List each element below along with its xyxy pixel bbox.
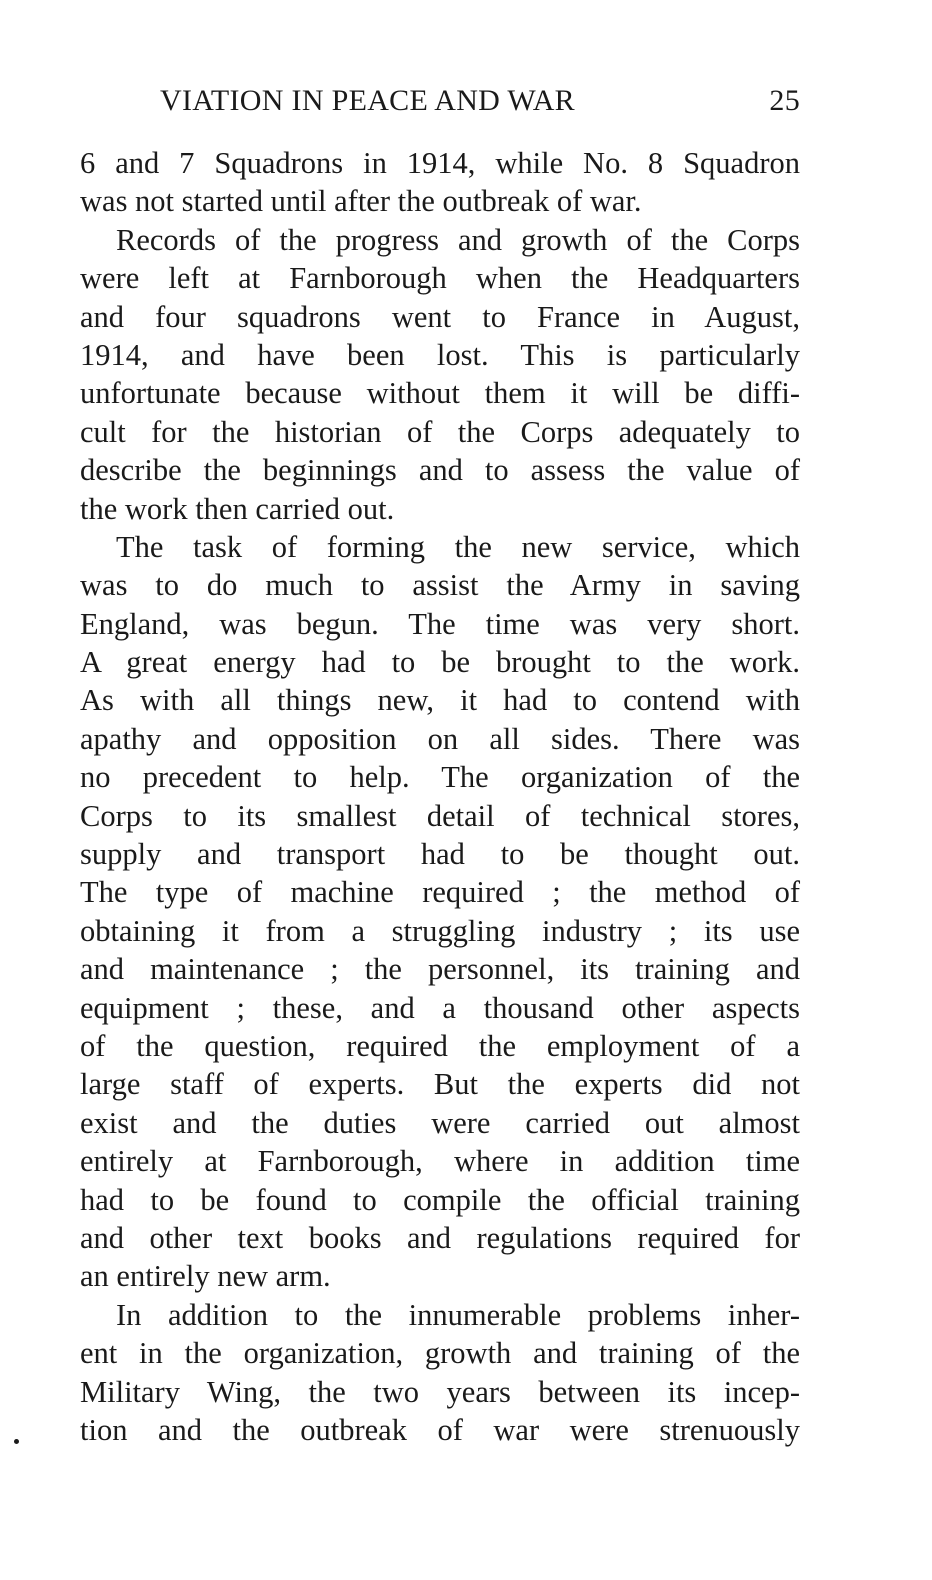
text-line: was not started until after the outbreak of war. bbox=[80, 184, 642, 219]
text-line: entirely at Farnborough, where in addition time bbox=[80, 1144, 800, 1179]
text-line: England, was begun. The time was very short. bbox=[80, 606, 800, 641]
text-line: Military Wing, the two years between its incep- bbox=[80, 1374, 800, 1409]
text-line: 1914, and have been lost. This is particularly bbox=[80, 337, 800, 372]
text-line: supply and transport had to be thought out. bbox=[80, 837, 800, 872]
text-line: an entirely new arm. bbox=[80, 1259, 331, 1294]
page-number: 25 bbox=[769, 84, 800, 117]
text-line: and other text books and regulations required for bbox=[80, 1220, 800, 1255]
running-head-title: VIATION IN PEACE AND WAR bbox=[160, 84, 575, 117]
text-line: large staff of experts. But the experts did not bbox=[80, 1067, 800, 1102]
text-line: obtaining it from a struggling industry ; its use bbox=[80, 913, 800, 948]
text-line: As with all things new, it had to contend with bbox=[80, 683, 800, 718]
body-text bbox=[80, 144, 800, 1449]
text-line: A great energy had to be brought to the work. bbox=[80, 645, 800, 680]
text-line: and maintenance ; the personnel, its training and bbox=[80, 952, 800, 987]
text-line: unfortunate because without them it will be diffi- bbox=[80, 376, 800, 411]
text-line: equipment ; these, and a thousand other aspects bbox=[80, 990, 800, 1025]
running-head bbox=[160, 84, 800, 124]
text-line: was to do much to assist the Army in saving bbox=[80, 568, 800, 603]
text-line: The task of forming the new service, which bbox=[116, 529, 800, 564]
text-line: the work then carried out. bbox=[80, 491, 395, 526]
margin-dot-mark bbox=[14, 1439, 19, 1444]
text-line: tion and the outbreak of war were strenuously bbox=[80, 1412, 800, 1447]
text-line: exist and the duties were carried out almost bbox=[80, 1105, 800, 1140]
text-line: Records of the progress and growth of the Corps bbox=[116, 222, 800, 257]
text-line: no precedent to help. The organization of the bbox=[80, 760, 800, 795]
text-line: The type of machine required ; the method of bbox=[80, 875, 800, 910]
text-line: and four squadrons went to France in August, bbox=[80, 299, 800, 334]
text-line: had to be found to compile the official training bbox=[80, 1182, 800, 1217]
text-line: of the question, required the employment of a bbox=[80, 1028, 800, 1063]
text-line: cult for the historian of the Corps adequately to bbox=[80, 414, 800, 449]
text-line: Corps to its smallest detail of technical stores, bbox=[80, 798, 800, 833]
text-line: 6 and 7 Squadrons in 1914, while No. 8 Squadron bbox=[80, 146, 800, 180]
text-line: were left at Farnborough when the Headquarters bbox=[80, 261, 800, 296]
text-line: apathy and opposition on all sides. There was bbox=[80, 721, 800, 756]
text-line: ent in the organization, growth and training of the bbox=[80, 1336, 800, 1371]
text-line: describe the beginnings and to assess the value of bbox=[80, 453, 800, 488]
text-line: In addition to the innumerable problems inher- bbox=[116, 1297, 800, 1332]
